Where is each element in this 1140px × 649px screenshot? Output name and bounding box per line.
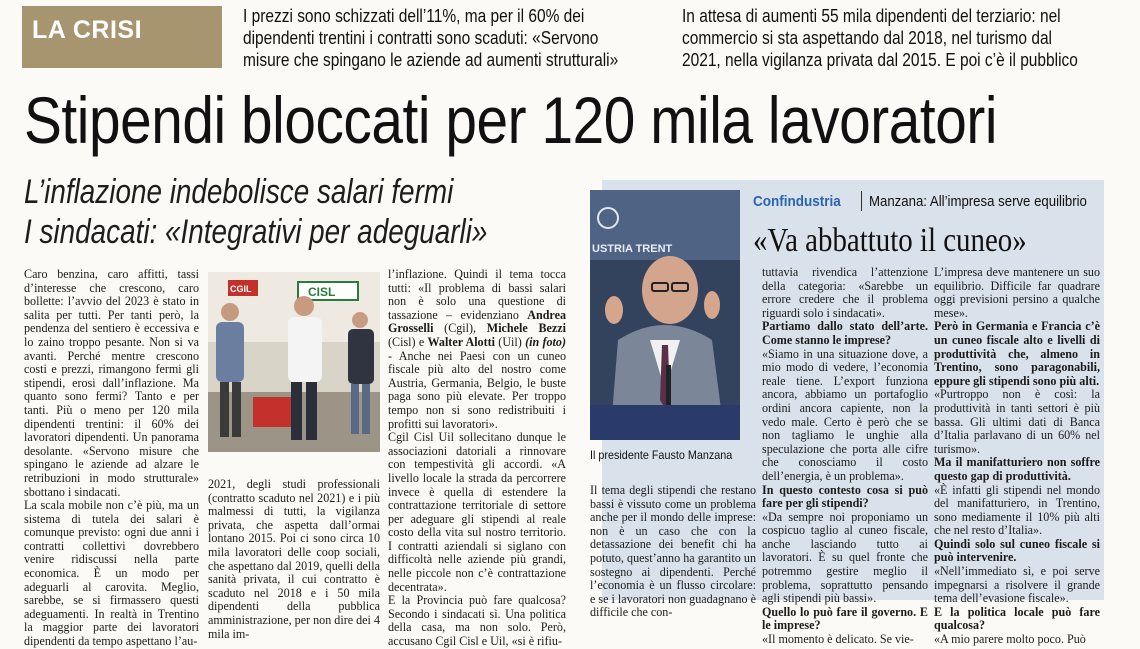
deck-line: commercio si sta aspettando dal 2018, nel turismo dal (682, 28, 1053, 48)
tag-divider (861, 191, 862, 211)
article-column-1 (24, 267, 199, 649)
text-run: l’inflazione. Quindi il tema tocca tutti: «Il problema di bassi salari non è solo una questione di tassazione – evidenziano (388, 267, 566, 322)
answer-text: «Da sempre noi proponiamo un cospicuo taglio al cuneo fiscale, anche lasciando tutto ai lavoratori. È su quel fronte che potremmo gestire meglio il problema, soprattutto pensando agli stipendi più bassi». (762, 509, 928, 606)
answer-text: «Purtroppo non è così: la produttività in tanti settori è più bassa. Gli ultimi dati di Banca d’Italia parlavano di un 60% nel turismo». (934, 387, 1100, 456)
article-column-3 (388, 267, 566, 649)
person-name: Andrea Grosselli (388, 307, 566, 336)
interview-column-1: Il tema degli stipendi che restano bassi è vissuto come un problema anche per il mondo delle imprese: non è un caso che con la detassazione dei benefit chi ha potuto, quest’anno ha garantito un sostegno ai dipendenti. Perché l’economia è un flusso circolare: e se i lavoratori non guadagnano è difficile che con- (590, 483, 756, 620)
article-paragraph: Cgil Cisl Uil sollecitano dunque le associazioni datoriali a rinnovare con tempestività gli accordi. «A livello locale la strada da percorrere invece è quella di estendere la contrattazione territoriale di settore per adeguare gli stipendi al reale costo della vita sul nostro territorio. I contratti aziendali si siglano con difficoltà nelle aziende più grandi, nelle piccole non c’è contrattazione decentrata». (388, 430, 566, 594)
deck-right (682, 5, 1078, 71)
text-run: (Cisl) e (388, 334, 428, 349)
photo-reference: (in foto) (525, 334, 566, 349)
answer-text: «È infatti gli stipendi nel mondo del manifatturiero, in Trentino, sono mediamente il 10% più alti che nel resto d’Italia». (934, 482, 1100, 538)
question-text: E la politica locale può fare qualcosa? (934, 604, 1100, 633)
subheadline (24, 172, 487, 252)
deck-left (243, 5, 618, 71)
interview-headline: «Va abbattuto il cuneo» (753, 222, 1027, 259)
person-name: Michele Bezzi (486, 321, 566, 336)
text-run: (Cgil), (433, 321, 487, 336)
text-run: - Anche nei Paesi con un cuneo fiscale più alto del nostro come Austria, Germania, Belgio, le buste paga sono più elevate. Per troppo tempo non si sono redistribuiti i profitti sui lavoratori». (388, 348, 566, 431)
question-text: In questo contesto cosa si può fare per gli stipendi? (762, 482, 928, 511)
deck-line: I prezzi sono schizzati dell’11%, ma per il 60% dei (243, 6, 585, 26)
banner-text: CGIL (230, 284, 252, 294)
interview-kicker: Manzana: All’impresa serve equilibrio (869, 193, 1087, 210)
backdrop-text: USTRIA TRENT (592, 243, 673, 255)
section-tag: Confindustria (753, 193, 841, 210)
question-text: Quindi solo sul cuneo fiscale si può intervenire. (934, 536, 1100, 565)
person-name: Walter Alotti (427, 334, 496, 349)
deck-line: In attesa di aumenti 55 mila dipendenti del terziario: nel (682, 6, 1061, 26)
interview-column-2 (762, 265, 928, 647)
answer-text: tuttavia rivendica l’attenzione della categoria: «Sarebbe un errore credere che il problema riguardi solo i sindacati». (762, 265, 928, 320)
article-paragraph: Caro benzina, caro affitti, tassi d’interesse che crescono, caro bollette: l’avvio del 2023 è stato in salita per tutti. Per tanti però, la pendenza del sentiero è eccessiva e lo zaino troppo pesante. Non si va avanti. Perché mentre crescono costi e prezzi, rimangono fermi gli stipendi, erosi dall’inflazione. Ma quanto sono fermi? Tanto e per tanti. Più o meno per 120 mila dipendenti trentini: il 60% dei lavoratori dipendenti. Un panorama desolante. «Servono misure che spingano le aziende ad alzare le retribuzioni in modo strutturale» sbottano i sindacati. (24, 267, 199, 499)
article-paragraph (388, 268, 566, 431)
deck-line: misure che spingano le aziende ad aumenti strutturali» (243, 50, 619, 70)
deck-line: dipendenti trentini i contratti sono scaduti: «Servono (243, 28, 599, 48)
question-text: Quello lo può fare il governo. E le imprese? (762, 604, 928, 633)
question-text: Partiamo dallo stato dell’arte. Come stanno le imprese? (762, 319, 928, 347)
question-text: Ma il manifatturiero non soffre questo gap di produttività. (934, 455, 1100, 483)
section-kicker-label: LA CRISI (32, 16, 143, 44)
text-run: (Uil) (495, 334, 526, 349)
manzana-photo (590, 190, 740, 440)
answer-text: L’impresa deve mantenere un suo equilibrio. Difficile far quadrare oggi previsioni persino a qualche mese». (934, 265, 1100, 320)
article-column-2: 2021, degli studi professionali (contratto scaduto nel 2021) e i più malmessi di tutti, la vigilanza privata, che aspetta dall’ormai lontano 2015. Poi ci sono circa 10 mila lavoratori delle coop sociali, che aspettano dal 2019, quelli della sanità privata, il cui contratto è scaduto nel 2018 e i 50 mila dipendenti della pubblica amministrazione, per non dire dei 4 mila im- (208, 477, 380, 641)
article-paragraph: La scala mobile non c’è più, ma un sistema di tutela dei salari è comunque previsto: ogni due anni i contratti collettivi dovrebbero venire ridiscussi nella parte economica. È un modo per adeguarli al carovita. Meglio, sarebbe, se si firmassero questi adeguamenti. In realtà in Trentino la maggior parte dei lavoratori dipendenti da tempo aspettano l’au- (24, 498, 199, 649)
answer-text: «Nell’immediato sì, e poi serve impegnarsi a risolvere il grande tema dell’evasione fiscale». (934, 564, 1100, 606)
question-text: Però in Germania e Francia c’è un cuneo fiscale alto e livelli di produttività che, almeno in Trentino, sono paragonabili, eppure gli stipendi sono più alti. (934, 319, 1100, 388)
answer-text: «Siamo in una situazione dove, a mio modo di vedere, l’economia reale tiene. L’export funziona ancora, abbiamo un portafoglio ordini ancora capiente, non la vedo male. Certo è però che se non tagliamo le unghie alla speculazione che porta alle cifre che conosciamo il costo dell’energia, è un problema». (762, 346, 928, 483)
banner-text: CISL (308, 285, 336, 299)
subheadline-line: I sindacati: «Integrativi per adeguarli» (24, 213, 488, 251)
section-kicker (22, 6, 222, 68)
answer-text: «Il momento è delicato. Se vie- (762, 632, 914, 647)
interview-column-3 (934, 265, 1100, 647)
union-leaders-photo (208, 272, 380, 452)
photo-caption: Il presidente Fausto Manzana (590, 448, 733, 462)
main-headline: Stipendi bloccati per 120 mila lavoratori (24, 83, 998, 157)
article-paragraph: E la Provincia può fare qualcosa? Secondo i sindacati sì. Una politica della casa, ma non solo. Però, accusano Cgil Cisl e Uil, «si è rifiu- (388, 593, 566, 649)
subheadline-line: L’inflazione indebolisce salari fermi (24, 173, 454, 211)
deck-line: 2021, nella vigilanza privata dal 2015. E poi c’è il pubblico (682, 50, 1078, 70)
answer-text: «A mio parere molto poco. Può (934, 632, 1086, 647)
